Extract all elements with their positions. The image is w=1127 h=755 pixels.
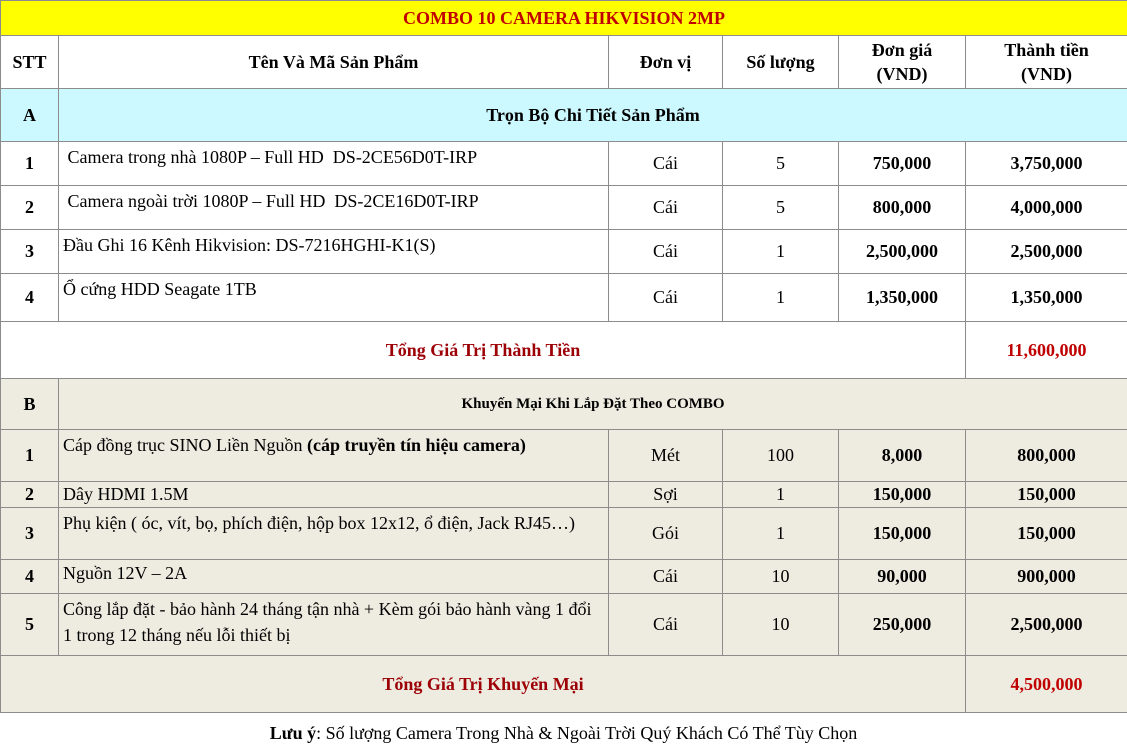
- table-row: 3 Đầu Ghi 16 Kênh Hikvision: DS-7216HGHI-K1(S) Cái 1 2,500,000 2,500,000: [1, 230, 1127, 274]
- note-text: : Số lượng Camera Trong Nhà & Ngoài Trời Quý Khách Có Thể Tùy Chọn: [316, 723, 858, 743]
- table-title: COMBO 10 CAMERA HIKVISION 2MP: [1, 1, 1127, 36]
- section-a-code: A: [1, 89, 59, 142]
- table-row: 1 Camera trong nhà 1080P – Full HD DS-2CE56D0T-IRP Cái 5 750,000 3,750,000: [1, 142, 1127, 186]
- section-b-total-label: Tổng Giá Trị Khuyến Mại: [1, 656, 966, 713]
- section-a-total-row: [1, 322, 1127, 379]
- section-b-title: Khuyến Mại Khi Lắp Đặt Theo COMBO: [59, 379, 1127, 430]
- note-label: Lưu ý: [269, 723, 317, 743]
- footer-note: [0, 716, 1127, 750]
- table-row: 2 Dây HDMI 1.5M Sợi 1 150,000 150,000: [1, 482, 1127, 508]
- header-stt: STT: [1, 36, 59, 89]
- section-a-total-value: 11,600,000: [966, 322, 1127, 379]
- table-header-row: [1, 36, 1127, 89]
- table-row: 5 Công lắp đặt - bảo hành 24 tháng tận nhà + Kèm gói bảo hành vàng 1 đổi 1 trong 12 tháng nếu lỗi thiết bị Cái 10 250,000 2,500,000: [1, 594, 1127, 656]
- table-row: 4 Nguồn 12V – 2A Cái 10 90,000 900,000: [1, 560, 1127, 594]
- table-row: 1 Cáp đồng trục SINO Liền Nguồn (cáp truyền tín hiệu camera) Mét 100 8,000 800,000: [1, 430, 1127, 482]
- header-unit: Đơn vị: [609, 36, 723, 89]
- section-a-title: Trọn Bộ Chi Tiết Sản Phẩm: [59, 89, 1127, 142]
- section-b-code: B: [1, 379, 59, 430]
- table-row: 4 Ổ cứng HDD Seagate 1TB Cái 1 1,350,000 1,350,000: [1, 274, 1127, 322]
- header-price: Đơn giá (VND): [839, 36, 966, 89]
- section-a-total-label: Tổng Giá Trị Thành Tiền: [1, 322, 966, 379]
- section-a-header: [1, 89, 1127, 142]
- table-row: 2 Camera ngoài trời 1080P – Full HD DS-2CE16D0T-IRP Cái 5 800,000 4,000,000: [1, 186, 1127, 230]
- section-b-header: [1, 379, 1127, 430]
- header-total: Thành tiền (VND): [966, 36, 1127, 89]
- header-qty: Số lượng: [723, 36, 839, 89]
- section-b-total-value: 4,500,000: [966, 656, 1127, 713]
- header-name: Tên Và Mã Sản Phẩm: [59, 36, 609, 89]
- section-b-total-row: [1, 656, 1127, 713]
- table-row: 3 Phụ kiện ( óc, vít, bọ, phích điện, hộp box 12x12, ổ điện, Jack RJ45…) Gói 1 150,000 150,000: [1, 508, 1127, 560]
